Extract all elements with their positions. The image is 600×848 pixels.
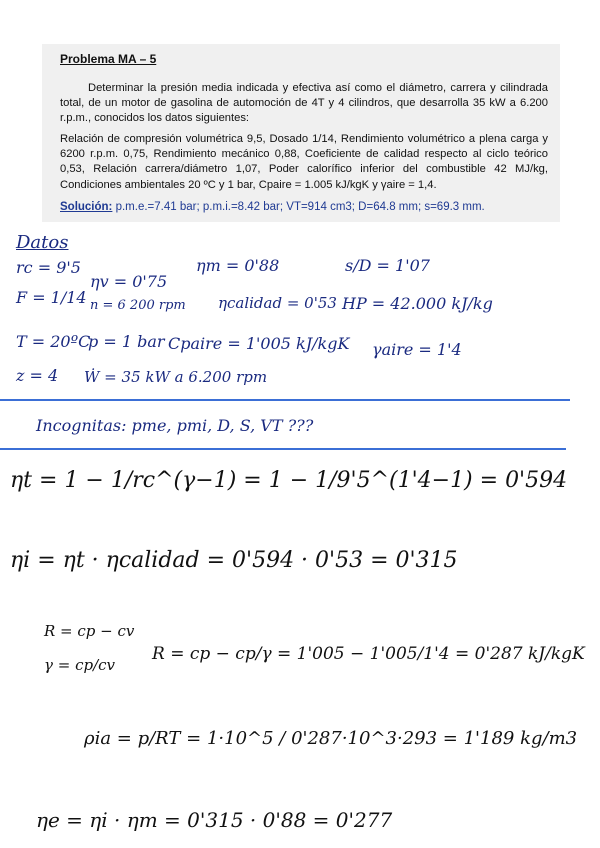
note-dosado: F = 1/14 bbox=[16, 288, 87, 307]
note-gamma-aire: γaire = 1'4 bbox=[372, 340, 462, 359]
divider-line-2 bbox=[0, 448, 566, 450]
note-cp-aire: Cpaire = 1'005 kJ/kgK bbox=[168, 334, 350, 353]
equation-air-density: ρia = p/RT = 1·10^5 / 0'287·10^3·293 = 1'189 kg/m3 bbox=[84, 728, 578, 749]
note-rpm: n = 6 200 rpm bbox=[90, 298, 186, 313]
solution-line bbox=[60, 201, 485, 213]
equation-gamma: γ = cp/cv bbox=[44, 656, 116, 674]
solution-label: Solución: bbox=[60, 201, 113, 213]
note-calidad: ηcalidad = 0'53 bbox=[218, 294, 337, 312]
equation-r-cp-cv: R = cp − cv bbox=[44, 622, 135, 640]
note-nm: ηm = 0'88 bbox=[196, 256, 280, 275]
note-s-d: s/D = 1'07 bbox=[345, 256, 430, 275]
note-cylinders: z = 4 bbox=[16, 366, 59, 385]
divider-line-1 bbox=[0, 399, 570, 401]
problem-title: Problema MA – 5 bbox=[60, 52, 157, 66]
note-temperature: T = 20ºC bbox=[16, 332, 91, 351]
problem-data-paragraph: Relación de compresión volumétrica 9,5, Dosado 1/14, Rendimiento volumétrico a plena carga y 6200 r.p.m. 0,75, Rendimiento mecánico 0,88, Coeficiente de calidad respecto al ciclo teórico 0,53, Relación carrera/diámetro 1,07, Poder calorífico inferior del combustible 42 MJ/kg, Condiciones ambientales 20 ºC y 1 bar, Cpaire = 1.005 kJ/kgK y γaire = 1,4. bbox=[60, 133, 548, 191]
problem-statement: Determinar la presión media indicada y efectiva así como el diámetro, carrera y cilindrada total, de un motor de gasolina de automoción de 4T y 4 cilindros, que desarrolla 35 kW a 6.200 r.p.m., conocidos los datos siguientes: bbox=[60, 82, 548, 125]
incognitas: Incognitas: pme, pmi, D, S, VT ??? bbox=[36, 416, 314, 435]
equation-indicated-efficiency: ηi = ηt · ηcalidad = 0'594 · 0'53 = 0'315 bbox=[10, 548, 458, 573]
equation-gas-constant: R = cp − cp/γ = 1'005 − 1'005/1'4 = 0'287 kJ/kgK bbox=[152, 644, 585, 664]
note-pressure: p = 1 bar bbox=[88, 332, 165, 351]
datos-title: Datos bbox=[16, 232, 69, 253]
solution-text: p.m.e.=7.41 bar; p.m.i.=8.42 bar; VT=914 cm3; D=64.8 mm; s=69.3 mm. bbox=[115, 201, 485, 213]
note-nv: ηv = 0'75 bbox=[90, 272, 168, 291]
equation-thermal-efficiency: ηt = 1 − 1/rc^(γ−1) = 1 − 1/9'5^(1'4−1) = 0'594 bbox=[10, 468, 568, 493]
equation-effective-efficiency: ηe = ηi · ηm = 0'315 · 0'88 = 0'277 bbox=[36, 808, 393, 832]
note-power: Ẇ = 35 kW a 6.200 rpm bbox=[84, 368, 268, 386]
note-rc: rc = 9'5 bbox=[16, 258, 81, 277]
note-hp: HP = 42.000 kJ/kg bbox=[342, 294, 493, 313]
